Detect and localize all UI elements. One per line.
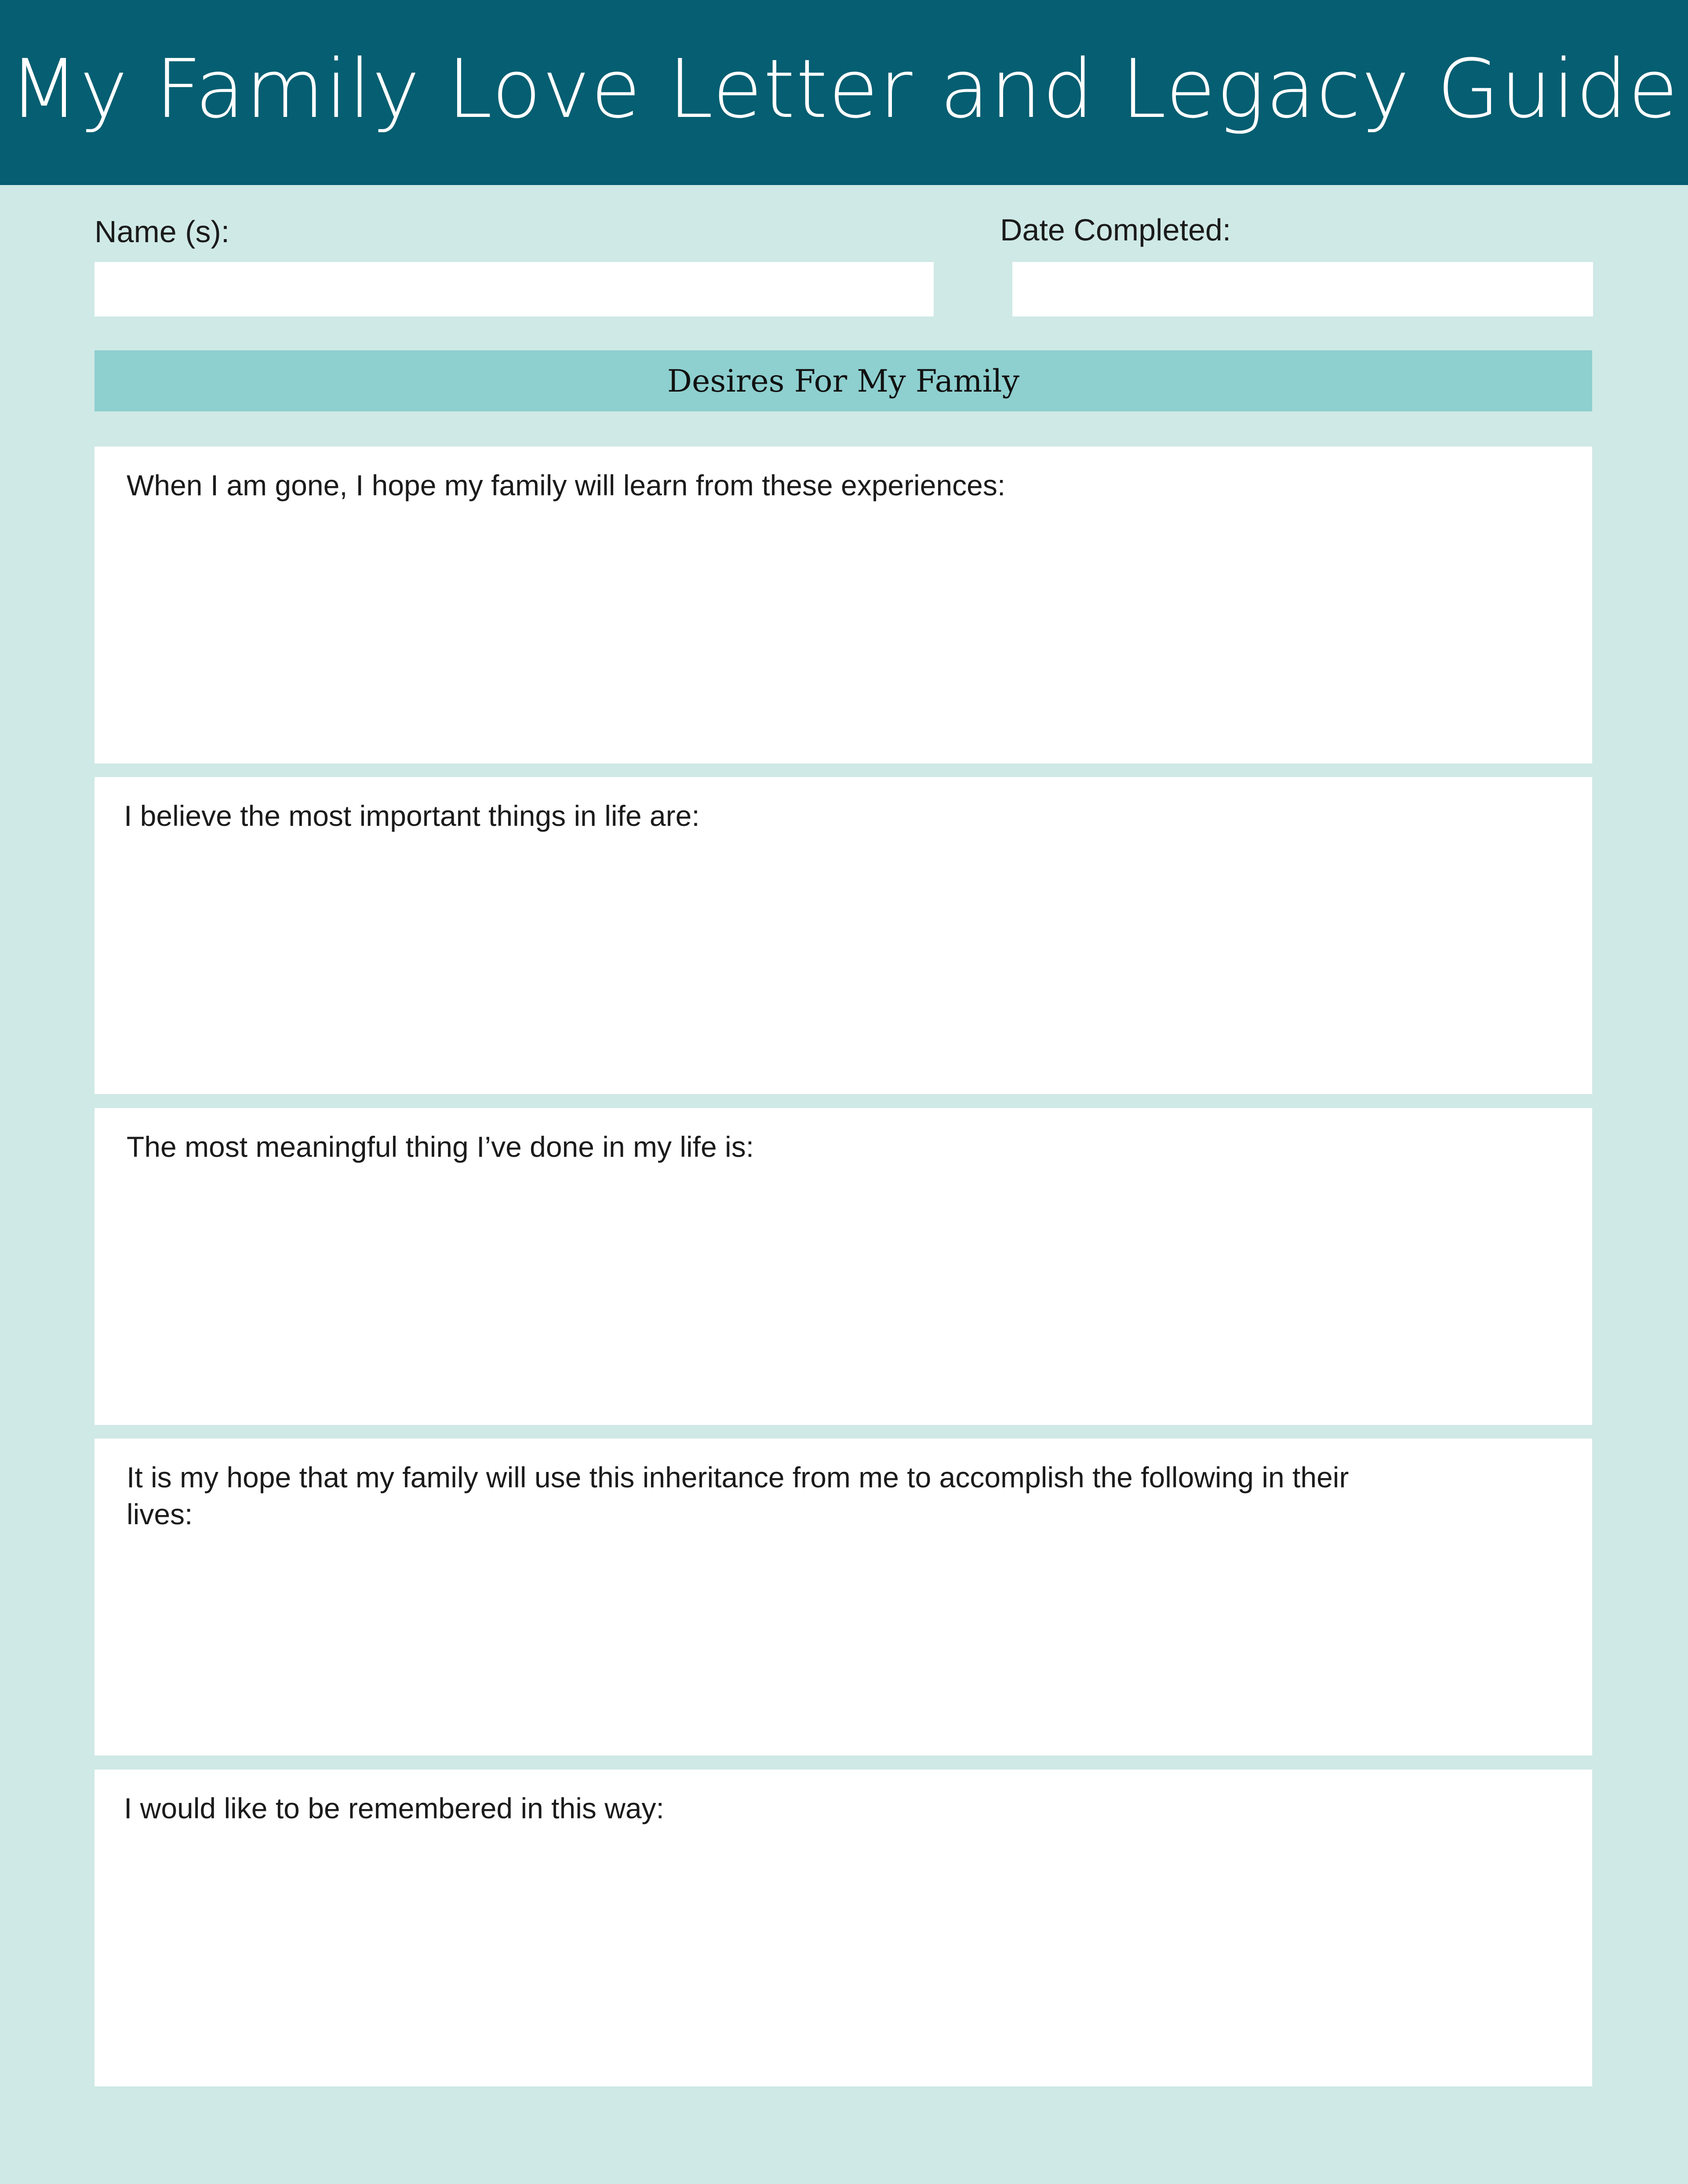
section-title: Desires For My Family (667, 363, 1020, 399)
section-header-desires (95, 350, 1592, 411)
prompt-text: The most meaningful thing I’ve done in my life is: (127, 1130, 754, 1163)
name-label: Name (s): (95, 214, 230, 249)
prompt-text: I believe the most important things in life are: (124, 799, 700, 832)
date-completed-field[interactable] (1012, 262, 1593, 316)
name-field[interactable] (95, 262, 934, 316)
prompt-box-remembered[interactable] (95, 1770, 1592, 2086)
prompt-box-meaningful-thing[interactable] (95, 1108, 1592, 1425)
prompt-box-experiences[interactable] (95, 447, 1592, 763)
prompt-text: It is my hope that my family will use this inheritance from me to accomplish the following in their lives: (127, 1461, 1349, 1530)
prompt-text: I would like to be remembered in this way: (124, 1792, 664, 1824)
page-title: My Family Love Letter and Legacy Guide (9, 42, 1679, 136)
prompt-box-important-things[interactable] (95, 777, 1592, 1094)
page-header (0, 0, 1688, 185)
prompt-box-inheritance-hope[interactable] (95, 1439, 1592, 1755)
date-completed-label: Date Completed: (1000, 213, 1231, 247)
prompt-text: When I am gone, I hope my family will learn from these experiences: (127, 469, 1006, 501)
